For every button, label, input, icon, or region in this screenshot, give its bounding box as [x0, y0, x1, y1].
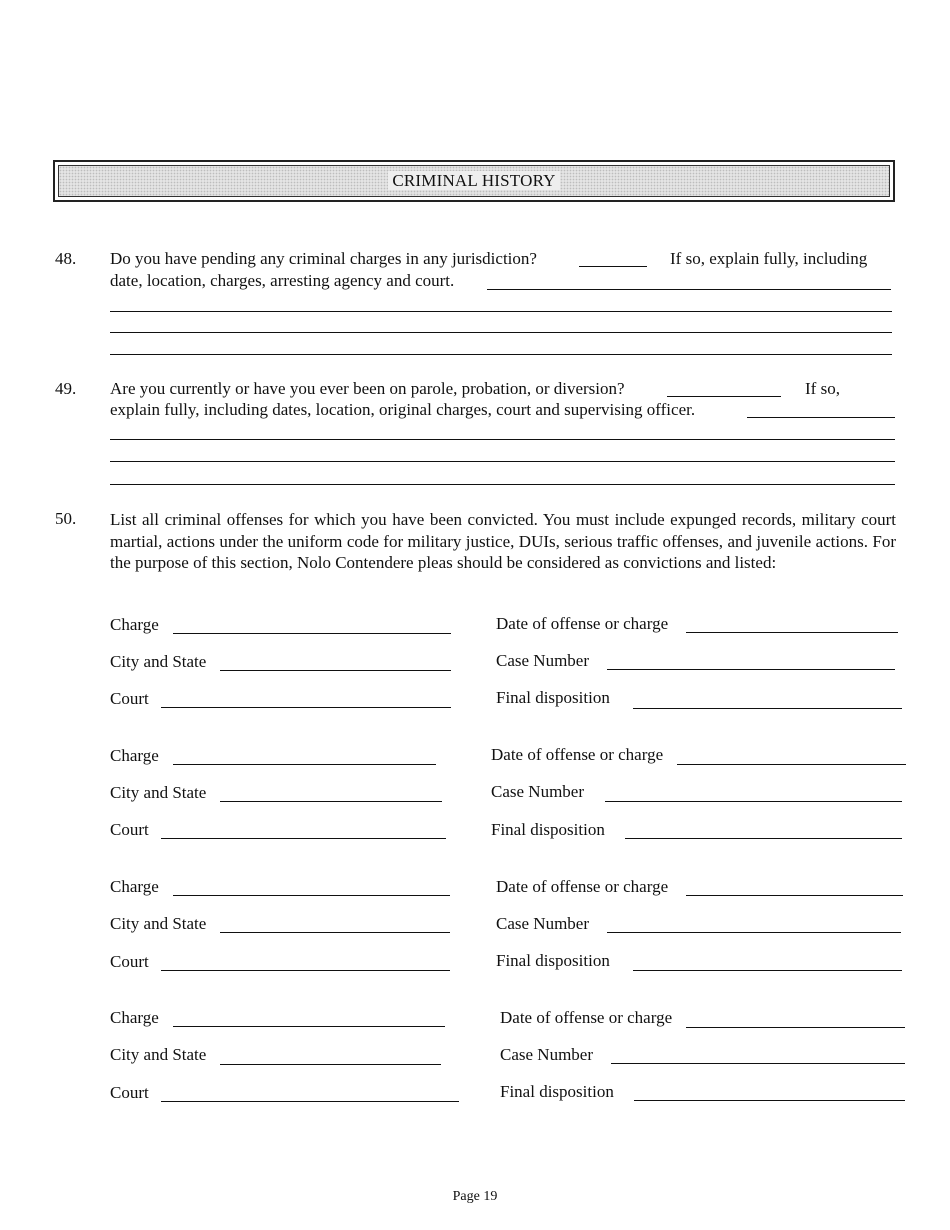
question-49-explanation-line-2[interactable] — [110, 439, 895, 440]
charge-label: Charge — [110, 746, 159, 765]
question-48-explanation-line-1[interactable] — [487, 289, 891, 290]
question-48-text-tail: If so, explain fully, including — [670, 249, 868, 268]
question-50-text: List all criminal offenses for which you have been convicted. You must include expunged records, military court martial, actions under the uniform code for military justice, DUIs, serious traffic offenses, and juvenile actions. For the purpose of this section, Nolo Contendere pleas should be considered as convictions and listed: — [110, 510, 896, 572]
city-state-field-3[interactable] — [220, 932, 450, 933]
final-disposition-field-2[interactable] — [625, 838, 902, 839]
question-48-answer-field[interactable] — [579, 266, 647, 267]
court-label: Court — [110, 952, 149, 971]
charge-label: Charge — [110, 877, 159, 896]
question-50-number: 50. — [55, 509, 77, 528]
case-number-field-4[interactable] — [611, 1063, 905, 1064]
court-field-4[interactable] — [161, 1101, 459, 1102]
date-field-3[interactable] — [686, 895, 903, 896]
case-number-field-2[interactable] — [605, 801, 902, 802]
city-state-label: City and State — [110, 652, 207, 671]
date-field-4[interactable] — [686, 1027, 905, 1028]
question-49-text: Are you currently or have you ever been on parole, probation, or diversion? — [110, 379, 625, 398]
question-49-text-line2: explain fully, including dates, location, original charges, court and supervising officer. — [110, 400, 696, 419]
date-field-2[interactable] — [677, 764, 906, 765]
charge-label: Charge — [110, 1008, 159, 1027]
charge-field-1[interactable] — [173, 633, 451, 634]
city-state-field-4[interactable] — [220, 1064, 441, 1065]
case-number-label: Case Number — [496, 651, 590, 670]
final-disposition-label: Final disposition — [496, 951, 610, 970]
city-state-label: City and State — [110, 914, 207, 933]
question-48-explanation-line-3[interactable] — [110, 332, 892, 333]
case-number-field-1[interactable] — [607, 669, 895, 670]
city-state-label: City and State — [110, 1045, 207, 1064]
question-48-number: 48. — [55, 249, 77, 268]
date-field-1[interactable] — [686, 632, 898, 633]
question-48-explanation-line-2[interactable] — [110, 311, 892, 312]
section-title: CRIMINAL HISTORY — [55, 171, 893, 191]
final-disposition-label: Final disposition — [491, 820, 605, 839]
question-48-text-line2: date, location, charges, arresting agency and court. — [110, 271, 455, 290]
final-disposition-label: Final disposition — [500, 1082, 614, 1101]
court-field-1[interactable] — [161, 707, 451, 708]
question-48-text: Do you have pending any criminal charges in any jurisdiction? — [110, 249, 537, 268]
case-number-label: Case Number — [491, 782, 585, 801]
case-number-field-3[interactable] — [607, 932, 901, 933]
final-disposition-field-3[interactable] — [633, 970, 902, 971]
court-label: Court — [110, 820, 149, 839]
question-49-explanation-line-1[interactable] — [747, 417, 895, 418]
date-label: Date of offense or charge — [500, 1008, 673, 1027]
charge-label: Charge — [110, 615, 159, 634]
final-disposition-field-4[interactable] — [634, 1100, 905, 1101]
date-label: Date of offense or charge — [496, 877, 669, 896]
court-label: Court — [110, 689, 149, 708]
section-header — [53, 160, 895, 202]
city-state-label: City and State — [110, 783, 207, 802]
final-disposition-label: Final disposition — [496, 688, 610, 707]
question-49-text-tail: If so, — [805, 379, 840, 398]
charge-field-2[interactable] — [173, 764, 436, 765]
court-field-2[interactable] — [161, 838, 446, 839]
city-state-field-2[interactable] — [220, 801, 442, 802]
case-number-label: Case Number — [500, 1045, 594, 1064]
question-49-number: 49. — [55, 379, 77, 398]
court-field-3[interactable] — [161, 970, 450, 971]
question-49-answer-field[interactable] — [667, 396, 781, 397]
city-state-field-1[interactable] — [220, 670, 451, 671]
charge-field-3[interactable] — [173, 895, 450, 896]
question-49-explanation-line-4[interactable] — [110, 484, 895, 485]
date-label: Date of offense or charge — [496, 614, 669, 633]
question-48-explanation-line-4[interactable] — [110, 354, 892, 355]
final-disposition-field-1[interactable] — [633, 708, 902, 709]
question-49-explanation-line-3[interactable] — [110, 461, 895, 462]
case-number-label: Case Number — [496, 914, 590, 933]
court-label: Court — [110, 1083, 149, 1102]
date-label: Date of offense or charge — [491, 745, 664, 764]
charge-field-4[interactable] — [173, 1026, 445, 1027]
page-number: Page 19 — [452, 1189, 498, 1204]
